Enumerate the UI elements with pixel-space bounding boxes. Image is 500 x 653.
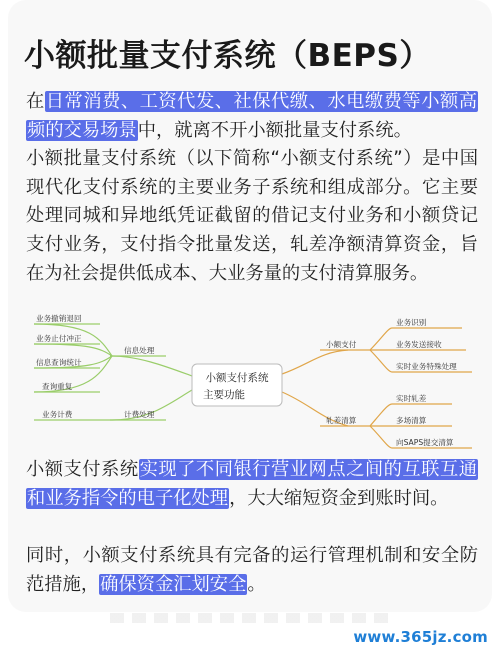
node-small-payment: 小额支付 [326,340,357,349]
highlight-interconnect: 实现了不同银行营业网点之间的互联互通和业务指令的电子化处理 [27,459,478,509]
security-suffix: 。 [247,573,266,595]
leaf-query-duplicate: 查询重复 [42,382,73,391]
leaf-business-billing: 业务计费 [42,410,73,419]
leaf-send-receive: 业务发送接收 [396,340,442,349]
center-line-2: 主要功能 [203,389,245,401]
leaf-stop-reverse: 业务止付冲正 [36,334,82,343]
node-billing: 计费处理 [124,410,155,419]
leaf-multi-clearing: 多场清算 [396,416,427,425]
interconnect-suffix: ，大大缩短资金到账时间。 [229,487,449,509]
article-title: 小额批量支付系统（BEPS） [24,38,431,74]
leaf-saps-submit: 向SAPS提交清算 [396,438,454,447]
leaf-revoke-return: 业务撤销退回 [36,314,82,323]
leaf-realtime-netting: 实时轧差 [396,394,427,403]
intro-suffix: 中，就离不开小额批量支付系统。 [137,119,412,141]
intro-prefix: 在 [26,91,45,112]
leaf-query-stats: 信息查询统计 [36,358,82,367]
leaf-realtime-special: 实时业务特殊处理 [396,362,457,371]
leaf-business-identify: 业务识别 [396,318,427,327]
function-mindmap [20,308,480,458]
paragraph-definition: 小额批量支付系统（以下简称“小额支付系统”）是中国现代化支付系统的主要业务子系统和组成部分。它主要处理同城和异地纸凭证截留的借记支付业务和小额贷记支付业务，支付指令批量发送，轧差净额清算资金，旨在为社会提供低成本、大业务量的支付清算服务。 [26,148,478,284]
highlight-scenarios: 日常消费、工资代发、社保代缴、水电缴费等小额高频的交易场景 [27,91,478,141]
faded-text-hint [110,613,390,623]
paragraph-intro [26,88,478,288]
site-watermark: www.365jz.com [353,628,488,646]
node-info-processing: 信息处理 [124,346,155,355]
security-prefix: 同时，小额支付系统具有完备的运行管理机制和安全防范措施， [26,545,478,595]
paragraph-interconnect [26,456,478,513]
highlight-security: 确保资金汇划安全 [100,573,247,595]
center-line-1: 小额支付系统 [205,372,269,384]
interconnect-prefix: 小额支付系统 [26,459,139,480]
paragraph-security [26,542,478,599]
node-netting-clearing: 轧差清算 [326,416,357,425]
